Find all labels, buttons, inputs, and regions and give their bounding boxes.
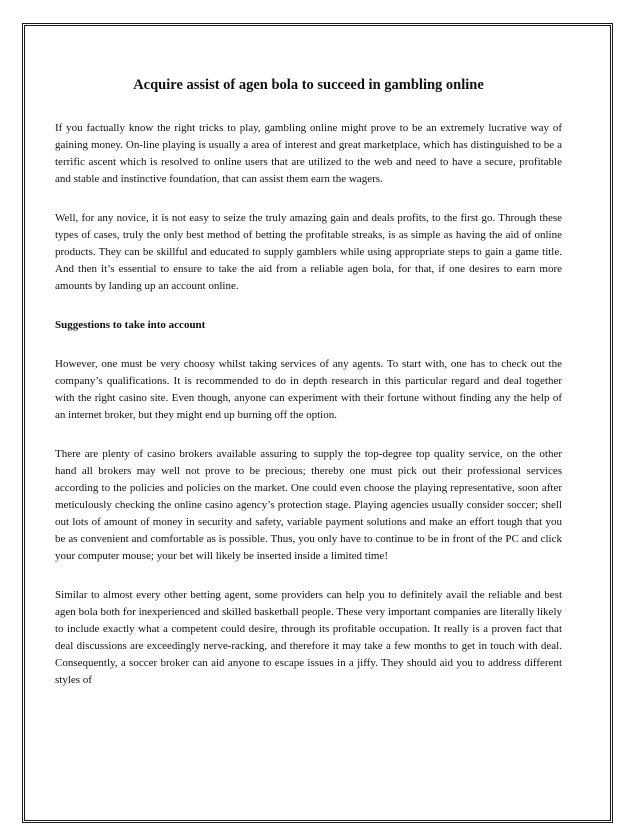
section-heading: Suggestions to take into account xyxy=(55,319,206,331)
document-body xyxy=(55,75,562,689)
section-paragraph-3: Similar to almost every other betting agent, some providers can help you to definitely avail the reliable and best agen bola both for inexperienced and skilled basketball people. These very important companies are literally likely to include exactly what a competent could desire, through its profitable occupation. It really is a proven fact that deal discussions are exceedingly nerve-racking, and therefore it may take a few months to get in touch with deal. Consequently, a soccer broker can aid anyone to escape issues in a jiffy. They should aid you to address different styles of xyxy=(55,589,562,686)
section-paragraph-1: However, one must be very choosy whilst taking services of any agents. To start with, one has to check out the company’s qualifications. It is recommended to do in depth research in this particular regard and deal together with the right casino site. Even though, anyone can experiment with their fortune without finding any the help of an internet broker, but they might end up burning off the option. xyxy=(55,358,562,421)
section-paragraph-2: There are plenty of casino brokers available assuring to supply the top-degree top quality service, on the other hand all brokers may well not prove to be precious; thereby one must pick out their professional services according to the policies and policies on the market. One could even choose the playing representative, soon after meticulously checking the online casino agency’s protection stage. Playing agencies usually consider soccer; shell out lots of amount of money in security and safety, variable payment solutions and make an effort tough that you be as convenient and comfortable as is possible. Thus, you only have to continue to be in front of the PC and click your computer mouse; your bet will likely be inserted inside a limited time! xyxy=(55,448,562,562)
intro-paragraph-1: If you factually know the right tricks to play, gambling online might prove to be an extremely lucrative way of gaining money. On-line playing is usually a area of interest and great marketplace, which has distinguished to be a terrific ascent which is resolved to online users that are utilized to the web and need to have a secure, profitable and stable and instinctive foundation, that can assist them earn the wagers. xyxy=(55,122,562,185)
document-title: Acquire assist of agen bola to succeed in gambling online xyxy=(133,77,484,93)
intro-paragraph-2: Well, for any novice, it is not easy to seize the truly amazing gain and deals profits, to the first go. Through these types of cases, truly the only best method of betting the profitable streaks, is as simple as having the aid of online products. They can be skillful and educated to supply gamblers while using appropriate steps to gain a game title. And then it’s essential to ensure to take the aid from a reliable agen bola, for that, if one desires to earn more amounts by landing up an account online. xyxy=(55,212,562,292)
